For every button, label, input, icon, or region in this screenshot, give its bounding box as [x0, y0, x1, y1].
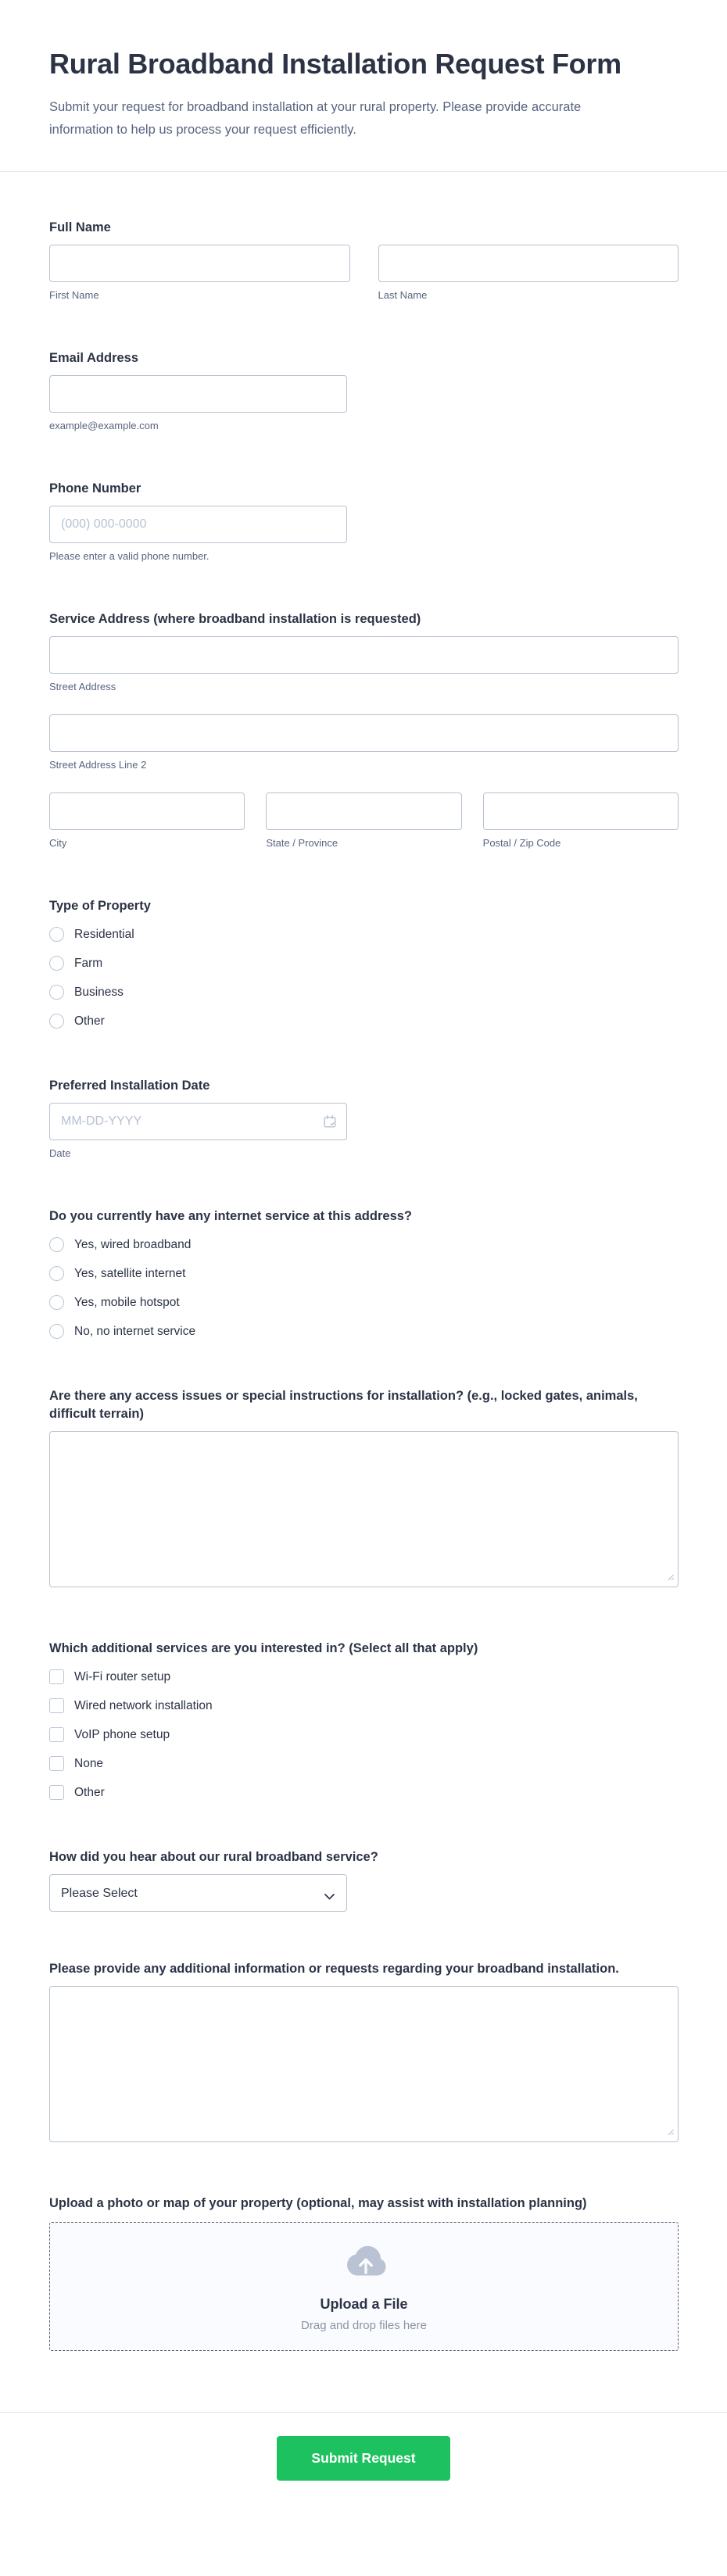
submit-row	[0, 2413, 727, 2513]
additional-info-textarea[interactable]	[49, 1986, 679, 2142]
radio-icon	[49, 956, 64, 971]
access-issues-textarea[interactable]	[49, 1431, 679, 1587]
first-name-group	[49, 245, 350, 301]
field-property-type	[49, 897, 679, 1029]
last-name-group	[378, 245, 679, 301]
state-input[interactable]	[266, 792, 461, 830]
upload-file-title: Upload a File	[320, 2296, 408, 2312]
checkbox-option-wired-network[interactable]	[49, 1698, 679, 1713]
radio-icon	[49, 1295, 64, 1310]
checkbox-option-label: Other	[74, 1786, 105, 1799]
street-address2-sublabel: Street Address Line 2	[49, 759, 147, 771]
radio-icon	[49, 927, 64, 942]
checkbox-icon	[49, 1756, 64, 1771]
checkbox-icon	[49, 1669, 64, 1684]
field-additional-services	[49, 1640, 679, 1800]
radio-option-other-property[interactable]	[49, 1014, 679, 1029]
email-sublabel: example@example.com	[49, 420, 159, 431]
radio-icon	[49, 1266, 64, 1281]
radio-icon	[49, 1324, 64, 1339]
radio-option-label: Yes, wired broadband	[74, 1238, 192, 1251]
radio-option-label: Farm	[74, 957, 103, 970]
install-date-label: Preferred Installation Date	[49, 1079, 210, 1093]
referral-select[interactable]	[49, 1874, 347, 1912]
additional-info-label: Please provide any additional information or requests regarding your broadband installation.	[49, 1962, 619, 1976]
radio-option-label: Business	[74, 986, 124, 999]
radio-option-satellite-internet[interactable]	[49, 1266, 679, 1281]
field-current-internet	[49, 1208, 679, 1339]
form-body	[0, 172, 727, 2351]
cloud-upload-icon	[335, 2241, 394, 2287]
radio-option-label: Residential	[74, 928, 134, 941]
radio-icon	[49, 985, 64, 1000]
file-upload-dropzone[interactable]	[49, 2222, 679, 2351]
field-referral	[49, 1848, 679, 1912]
checkbox-option-label: None	[74, 1757, 104, 1770]
radio-option-label: No, no internet service	[74, 1325, 196, 1338]
postal-group	[483, 792, 679, 849]
radio-option-mobile-hotspot[interactable]	[49, 1295, 679, 1310]
form-header	[0, 0, 727, 141]
radio-option-residential[interactable]	[49, 927, 679, 942]
checkbox-option-voip[interactable]	[49, 1727, 679, 1742]
city-input[interactable]	[49, 792, 245, 830]
radio-option-label: Yes, satellite internet	[74, 1267, 186, 1280]
checkbox-option-label: VoIP phone setup	[74, 1728, 170, 1741]
field-full-name	[49, 219, 679, 301]
radio-option-business[interactable]	[49, 985, 679, 1000]
radio-option-wired-broadband[interactable]	[49, 1237, 679, 1252]
checkbox-option-other-service[interactable]	[49, 1785, 679, 1800]
additional-services-label: Which additional services are you interested in? (Select all that apply)	[49, 1641, 478, 1655]
radio-option-no-internet[interactable]	[49, 1324, 679, 1339]
field-service-address	[49, 610, 679, 849]
phone-sublabel: Please enter a valid phone number.	[49, 550, 210, 562]
state-sublabel: State / Province	[266, 837, 338, 849]
street-address-sublabel: Street Address	[49, 681, 116, 692]
radio-option-label: Other	[74, 1014, 105, 1028]
checkbox-icon	[49, 1727, 64, 1742]
email-label: Email Address	[49, 351, 139, 365]
first-name-sublabel: First Name	[49, 289, 99, 301]
checkbox-option-label: Wi-Fi router setup	[74, 1670, 171, 1683]
radio-option-farm[interactable]	[49, 956, 679, 971]
install-date-sublabel: Date	[49, 1147, 71, 1159]
field-access-issues	[49, 1387, 679, 1591]
field-email	[49, 349, 679, 431]
street-address2-input[interactable]	[49, 714, 679, 752]
checkbox-option-wifi-router[interactable]	[49, 1669, 679, 1684]
checkbox-icon	[49, 1698, 64, 1713]
page-title: Rural Broadband Installation Request Form	[49, 48, 621, 80]
checkbox-icon	[49, 1785, 64, 1800]
last-name-sublabel: Last Name	[378, 289, 428, 301]
current-internet-label: Do you currently have any internet service at this address?	[49, 1209, 412, 1223]
city-group	[49, 792, 245, 849]
upload-file-hint: Drag and drop files here	[301, 2319, 427, 2332]
state-group	[266, 792, 461, 849]
postal-sublabel: Postal / Zip Code	[482, 837, 561, 849]
checkbox-option-label: Wired network installation	[74, 1699, 213, 1712]
last-name-input[interactable]	[378, 245, 679, 282]
city-sublabel: City	[49, 837, 67, 849]
phone-input[interactable]	[49, 506, 347, 543]
email-input[interactable]	[49, 375, 347, 413]
field-install-date	[49, 1077, 679, 1159]
street-address-input[interactable]	[49, 636, 679, 674]
field-file-upload	[49, 2195, 679, 2351]
file-upload-label: Upload a photo or map of your property (optional, may assist with installation planning)	[49, 2196, 587, 2210]
page-subtitle: Submit your request for broadband installation at your rural property. Please provide accurate information to help us process your request efficiently.	[49, 100, 582, 137]
postal-input[interactable]	[483, 792, 679, 830]
service-address-label: Service Address (where broadband installation is requested)	[49, 612, 421, 626]
install-date-input[interactable]	[49, 1103, 347, 1140]
submit-request-button[interactable]: Submit Request	[277, 2436, 450, 2481]
access-issues-label: Are there any access issues or special instructions for installation? (e.g., locked gates, animals, difficult terrain)	[49, 1389, 638, 1421]
radio-icon	[49, 1237, 64, 1252]
field-phone	[49, 480, 679, 562]
referral-label: How did you hear about our rural broadband service?	[49, 1850, 378, 1864]
phone-label: Phone Number	[49, 481, 141, 496]
property-type-label: Type of Property	[49, 899, 151, 913]
radio-icon	[49, 1014, 64, 1029]
field-additional-info	[49, 1960, 679, 2146]
radio-option-label: Yes, mobile hotspot	[74, 1296, 180, 1309]
checkbox-option-none[interactable]	[49, 1756, 679, 1771]
first-name-input[interactable]	[49, 245, 350, 282]
full-name-label: Full Name	[49, 220, 111, 234]
